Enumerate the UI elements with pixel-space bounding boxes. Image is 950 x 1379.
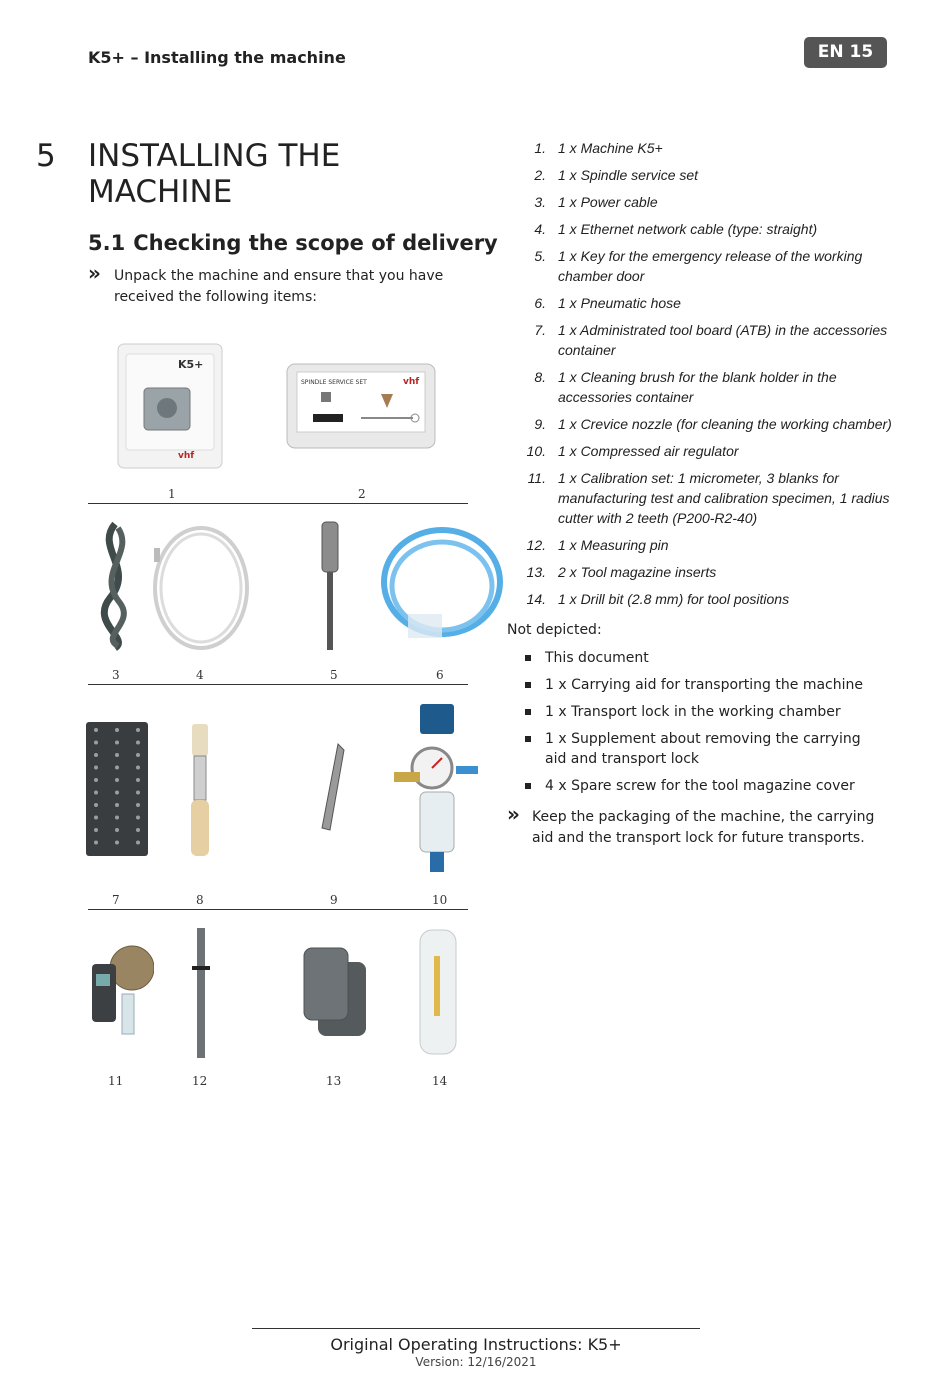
figure-label: 14 <box>432 1074 448 1088</box>
footer-title: Original Operating Instructions: K5+ <box>330 1335 622 1354</box>
tool-slot <box>115 791 119 795</box>
tool-slot <box>94 791 98 795</box>
bullet-icon <box>525 655 531 661</box>
list-item: 1 x Carrying aid for transporting the machine <box>525 675 885 695</box>
section-title: Checking the scope of delivery <box>133 231 498 255</box>
tool-slot <box>94 816 98 820</box>
tool-slot <box>136 803 140 807</box>
tool-slot <box>136 778 140 782</box>
step-marker-icon: » <box>88 261 101 285</box>
tool-slot <box>115 816 119 820</box>
spindle-set-logo: vhf <box>403 377 420 387</box>
list-item: 4. 1 x Ethernet network cable (type: straight) <box>534 221 818 237</box>
figure-label: 8 <box>196 893 204 907</box>
vhf-logo: vhf <box>178 451 195 461</box>
tool-board-image <box>86 722 148 856</box>
not-depicted-heading: Not depicted: <box>507 622 602 638</box>
list-item: 1. 1 x Machine K5+ <box>534 140 663 156</box>
delivery-items-list <box>520 138 900 616</box>
drill-bit-image <box>416 926 460 1060</box>
tool-slot <box>136 841 140 845</box>
tool-slot <box>94 778 98 782</box>
tool-slot <box>94 828 98 832</box>
crevice-nozzle-image <box>318 742 348 834</box>
tool-slot <box>115 803 119 807</box>
list-item: 3. 1 x Power cable <box>534 194 658 210</box>
list-item: 10. 1 x Compressed air regulator <box>526 443 739 459</box>
tool-slot <box>94 741 98 745</box>
bullet-icon <box>525 682 531 688</box>
bullet-icon <box>525 709 531 715</box>
machine-k5-image <box>112 340 228 472</box>
spindle-set-title: SPINDLE SERVICE SET <box>301 379 367 386</box>
list-item: 1 x Transport lock in the working chamber <box>525 702 885 722</box>
tool-slot <box>136 766 140 770</box>
list-item: 13. 2 x Tool magazine inserts <box>526 564 717 580</box>
figure-label: 4 <box>196 668 204 682</box>
cleaning-brush-image <box>188 722 212 858</box>
tool-slot <box>115 828 119 832</box>
section-heading <box>88 231 498 255</box>
chapter-title: INSTALLING THE MACHINE <box>88 138 341 210</box>
tool-slot <box>94 728 98 732</box>
tool-magazine-inserts-image <box>300 944 370 1040</box>
list-item: 8. 1 x Cleaning brush for the blank holder in the accessories container <box>534 369 837 405</box>
tool-slot <box>136 791 140 795</box>
tool-slot <box>136 828 140 832</box>
footer-divider <box>252 1328 700 1329</box>
bullet-icon <box>525 736 531 742</box>
tool-slot <box>94 753 98 757</box>
figure-label: 10 <box>432 893 448 907</box>
tool-slot <box>136 753 140 757</box>
list-item: 7. 1 x Administrated tool board (ATB) in the accessories container <box>534 322 888 358</box>
tool-slot <box>136 816 140 820</box>
tool-slot <box>115 841 119 845</box>
power-cable-image <box>90 518 140 654</box>
step-marker-icon: » <box>507 802 520 826</box>
instruction-step <box>88 261 468 308</box>
figure-label: 9 <box>330 893 338 907</box>
keep-packaging-step <box>507 802 892 849</box>
not-depicted-list <box>525 648 885 803</box>
list-item: 11. 1 x Calibration set: 1 micrometer, 3 blanks for manufacturing test and calibration specimen, 1 radius cutter with 2 teeth (P200-R2-40) <box>527 470 890 526</box>
list-item: 9. 1 x Crevice nozzle (for cleaning the working chamber) <box>534 416 892 432</box>
figure-label: 13 <box>326 1074 342 1088</box>
figure-label: 5 <box>330 668 338 682</box>
list-item: 12. 1 x Measuring pin <box>526 537 669 553</box>
figure-row-rule <box>88 684 468 685</box>
list-item: 14. 1 x Drill bit (2.8 mm) for tool positions <box>526 591 790 607</box>
pneumatic-hose-image <box>370 520 508 650</box>
list-item: This document <box>525 648 885 668</box>
calibration-set-image <box>88 940 154 1040</box>
figure-row-rule <box>88 909 468 910</box>
figure-label: 3 <box>112 668 120 682</box>
tool-slot <box>115 753 119 757</box>
tool-slot <box>115 766 119 770</box>
emergency-key-image <box>318 520 342 654</box>
figure-label: 12 <box>192 1074 208 1088</box>
list-item: 6. 1 x Pneumatic hose <box>534 295 681 311</box>
tool-slot <box>136 741 140 745</box>
figure-row-rule <box>88 503 468 504</box>
tool-slot <box>115 778 119 782</box>
keep-packaging-text: Keep the packaging of the machine, the carrying aid and the transport lock for future transports. <box>532 809 875 846</box>
list-item: 4 x Spare screw for the tool magazine cover <box>525 776 885 796</box>
figure-label: 6 <box>436 668 444 682</box>
running-header: K5+ – Installing the machine <box>88 48 346 67</box>
ethernet-cable-image <box>146 518 256 658</box>
spindle-service-set-image <box>285 362 437 450</box>
list-item: 5. 1 x Key for the emergency release of the working chamber door <box>534 248 863 284</box>
section-number: 5.1 <box>88 231 126 255</box>
figure-label: 7 <box>112 893 120 907</box>
measuring-pin-image <box>186 926 216 1060</box>
page-badge: EN 15 <box>804 37 887 68</box>
tool-slot <box>94 803 98 807</box>
tool-slot <box>94 766 98 770</box>
figure-label: 2 <box>358 487 366 501</box>
tool-slot <box>94 841 98 845</box>
footer-version: Version: 12/16/2021 <box>415 1355 537 1369</box>
figure-label: 1 <box>168 487 176 501</box>
air-regulator-image <box>386 700 490 878</box>
chapter-number: 5 <box>36 138 56 174</box>
tool-slot <box>136 728 140 732</box>
bullet-icon <box>525 783 531 789</box>
k5-brand-text: K5+ <box>178 358 204 371</box>
instruction-text: Unpack the machine and ensure that you have received the following items: <box>114 268 444 305</box>
tool-slot <box>115 728 119 732</box>
figure-label: 11 <box>108 1074 124 1088</box>
list-item: 1 x Supplement about removing the carrying aid and transport lock <box>525 729 885 769</box>
list-item: 2. 1 x Spindle service set <box>534 167 699 183</box>
tool-slot <box>115 741 119 745</box>
